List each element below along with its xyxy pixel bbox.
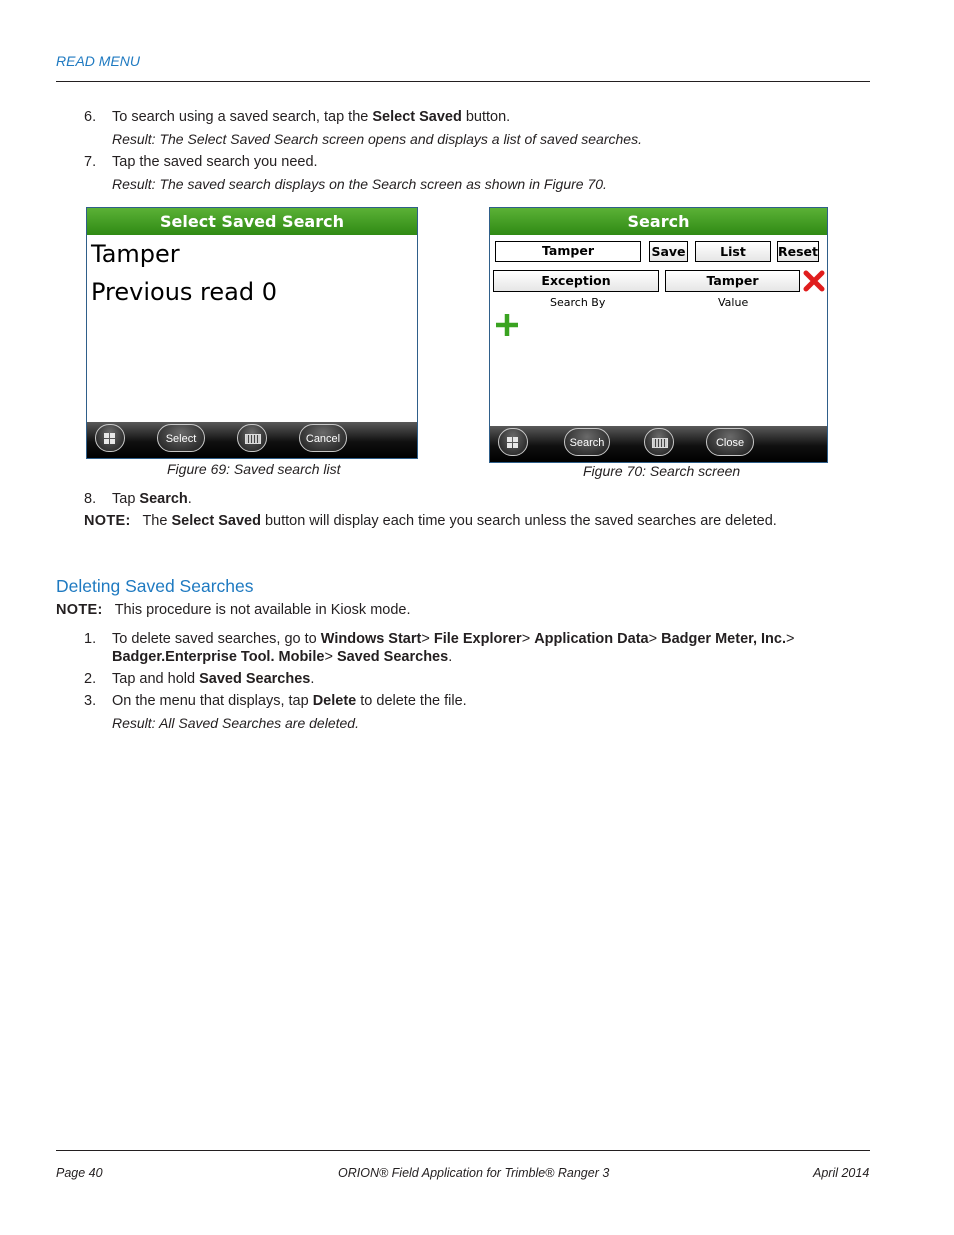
select-button[interactable]: Select	[157, 424, 205, 452]
search-button[interactable]: Search	[564, 428, 610, 456]
taskbar	[490, 426, 827, 462]
delete-step-3-result: Result: All Saved Searches are deleted.	[112, 715, 359, 731]
saved-search-name-field[interactable]: Tamper	[495, 241, 641, 262]
step-text: Badger.Enterprise Tool. Mobile> Saved Searches.	[112, 649, 453, 665]
step-text: To search using a saved search, tap the Select Saved button.	[112, 109, 511, 125]
step-7-result: Result: The saved search displays on the Search screen as shown in Figure 70.	[112, 176, 607, 192]
figure-69-caption: Figure 69: Saved search list	[167, 461, 341, 477]
step-number: 7.	[84, 154, 97, 170]
reset-button[interactable]: Reset	[777, 241, 819, 262]
section-heading: Deleting Saved Searches	[56, 576, 254, 596]
section-header: READ MENU	[56, 53, 141, 69]
keyboard-button[interactable]	[237, 424, 267, 452]
saved-search-item[interactable]: Tamper	[91, 240, 180, 268]
windows-start-button[interactable]	[498, 428, 528, 456]
screen-title: Search	[490, 208, 827, 235]
windows-logo-icon	[507, 437, 519, 449]
step-number: 2.	[84, 671, 97, 687]
search-by-label: Search By	[550, 296, 606, 309]
saved-search-item[interactable]: Previous read 0	[91, 278, 277, 306]
step-text: Tap and hold Saved Searches.	[112, 671, 315, 687]
windows-start-button[interactable]	[95, 424, 125, 452]
value-label: Value	[718, 296, 749, 309]
cancel-button[interactable]: Cancel	[299, 424, 347, 452]
step-text: Tap Search.	[112, 491, 192, 507]
note-label: NOTE:	[84, 513, 131, 529]
figure-70-screenshot	[489, 207, 828, 463]
delete-criteria-icon[interactable]	[802, 269, 826, 293]
step-number: 3.	[84, 693, 97, 709]
close-button[interactable]: Close	[706, 428, 754, 456]
taskbar	[87, 422, 417, 458]
add-criteria-icon[interactable]	[494, 312, 520, 338]
publication-date: April 2014	[813, 1166, 870, 1180]
windows-logo-icon	[104, 433, 116, 445]
page-number: Page 40	[56, 1166, 103, 1180]
footer-rule	[56, 1150, 870, 1151]
step-6-result: Result: The Select Saved Search screen opens and displays a list of saved searches.	[112, 131, 642, 147]
value-field[interactable]: Tamper	[665, 270, 800, 292]
note-select-saved: NOTE: The Select Saved button will display each time you search unless the saved searches are deleted.	[84, 513, 777, 529]
note-kiosk: NOTE: This procedure is not available in Kiosk mode.	[56, 602, 411, 618]
keyboard-icon	[245, 434, 261, 444]
step-number: 8.	[84, 491, 97, 507]
keyboard-icon	[652, 438, 668, 448]
step-text: To delete saved searches, go to Windows Start> File Explorer> Application Data> Badger Meter, Inc.>	[112, 631, 795, 647]
figure-69-screenshot	[86, 207, 418, 459]
step-text: On the menu that displays, tap Delete to delete the file.	[112, 693, 467, 709]
figure-70-caption: Figure 70: Search screen	[583, 463, 741, 479]
keyboard-button[interactable]	[644, 428, 674, 456]
step-number: 1.	[84, 631, 97, 647]
save-button[interactable]: Save	[649, 241, 688, 262]
document-title: ORION® Field Application for Trimble® Ranger 3	[338, 1166, 610, 1180]
note-label: NOTE:	[56, 602, 103, 618]
step-text: Tap the saved search you need.	[112, 154, 318, 170]
header-rule	[56, 81, 870, 82]
screen-title: Select Saved Search	[87, 208, 417, 235]
step-number: 6.	[84, 109, 97, 125]
list-button[interactable]: List	[695, 241, 771, 262]
search-by-field[interactable]: Exception	[493, 270, 659, 292]
